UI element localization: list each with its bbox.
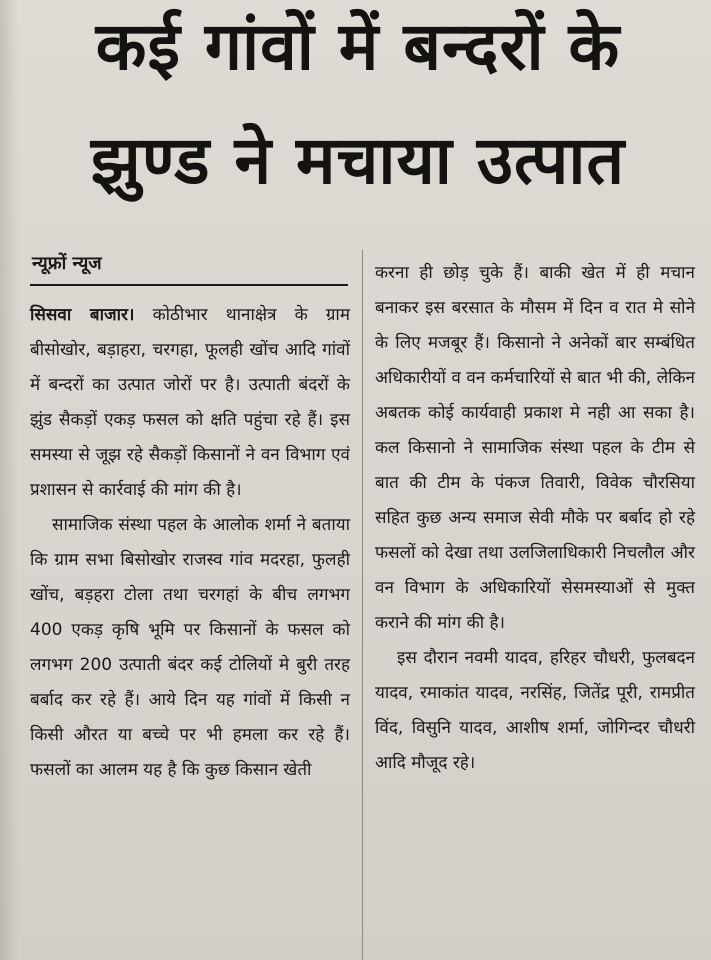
article-paragraph-1 [30, 298, 350, 508]
headline-line-1: कई गांवों में बन्दरों के [95, 8, 621, 85]
article-paragraph-4: इस दौरान नवमी यादव, हरिहर चौधरी, फुलबदन यादव, रमाकांत यादव, नरसिंह, जितेंद्र पूरी, रामप्रीत विंद, विसुनि यादव, आशीष शर्मा, जोगिन्दर चौधरी आदि मौजूद रहे। [375, 648, 695, 773]
paragraph-1-text: कोठीभार थानाक्षेत्र के ग्राम बीसोखोर, बड़ाहरा, चरगहा, फूलही खोंच आदि गांवों में बन्दरों का उत्पात जोरों पर है। उत्पाती बंदरों के झुंड सैकड़ों एकड़ फसल को क्षति पहुंचा रहे हैं। इस समस्या से जूझ रहे सैकड़ों किसानों ने वन विभाग एवं प्रशासन से कार्रवाई की मांग की है। [30, 305, 350, 500]
column-divider [362, 250, 363, 960]
dateline: सिसवा बाजार। [30, 305, 135, 325]
headline-line-2: झुण्ड ने मचाया उत्पात [90, 122, 626, 199]
article-paragraph-3: करना ही छोड़ चुके हैं। बाकी खेत में ही मचान बनाकर इस बरसात के मौसम में दिन व रात मे सोने के लिए मजबूर हैं। किसानो ने अनेकों बार सम्बंधित अधिकारीयों व वन कर्मचारियों से बात भी की, लेकिन अबतक कोई कार्यवाही प्रकाश मे नही आ सका है। कल किसानो ने सामाजिक संस्था पहल के टीम से बात की टीम के पंकज तिवारी, विवेक चौरसिया सहित कुछ अन्य समाज सेवी मौके पर बर्बाद हो रहे फसलों को देखा तथा उलजिलाधिकारी निचलौल और वन विभाग के अधिकारियों सेसमस्याओं से मुक्त कराने की मांग की है। [375, 263, 695, 633]
article-right-column [375, 256, 695, 781]
page-edge-shadow [0, 0, 18, 960]
article-paragraph-2: सामाजिक संस्था पहल के आलोक शर्मा ने बताया कि ग्राम सभा बिसोखोर राजस्व गांव मदरहा, फुलही खोंच, बड़हरा टोला तथा चरगहां के बीच लगभग 400 एकड़ कृषि भूमि पर किसानों के फसल को लगभग 200 उत्पाती बंदर कई टोलियों मे बुरी तरह बर्बाद कर रहे हैं। आये दिन यह गांवों में किसी न किसी औरत या बच्चे पर भी हमला कर रहे हैं। फसलों का आलम यह है कि कुछ किसान खेती [30, 515, 350, 780]
byline: न्यूफ्रों न्यूज [32, 253, 102, 274]
article-left-column [30, 250, 350, 788]
byline-rule [30, 284, 348, 286]
